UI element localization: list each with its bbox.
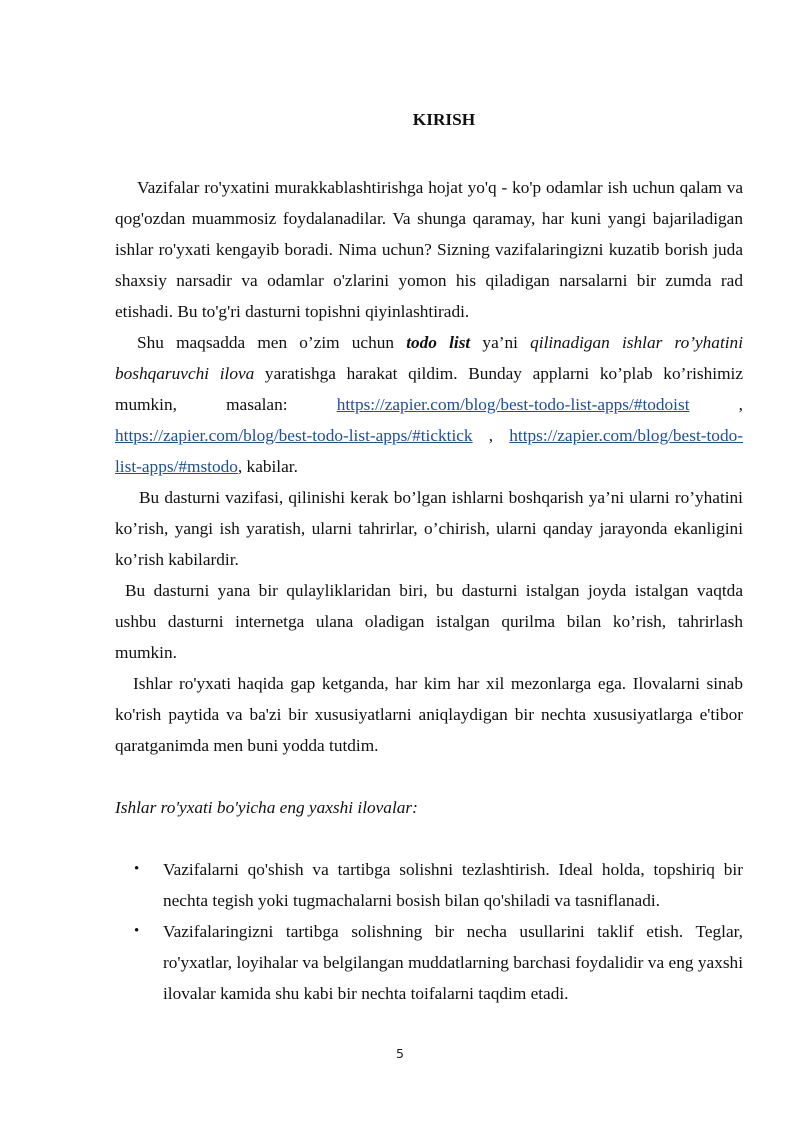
paragraph-convenience: Bu dasturni yana bir qulayliklaridan biri, bu dasturni istalgan joyda istalgan vaqtda ushbu dasturni internetga ulana oladigan istalgan qurilma bilan ko’rish, tahrirlash mumkin. xyxy=(115,581,743,662)
list-item-text: Vazifalaringizni tartibga solishning bir necha usullarini taklif etish. Teglar, ro'yxatlar, loyihalar va belgilangan muddatlarning barchasi foydalidir va eng yaxshi ilovalar kamida shu kabi bir nechta toifalarni taqdim etadi. xyxy=(163,922,743,1003)
paragraph-purpose: Bu dasturni vazifasi, qilinishi kerak bo’lgan ishlarni boshqarish ya’ni ularni ro’yhatini ko’rish, yangi ish yaratish, ularni tahrirlar, o’chirish, ularni qanday jarayonda ekanligini ko’rish kabilardir. xyxy=(115,488,743,569)
text-fragment: yaratishga harakat qildim. Bunday applarni ko’plab ko’rishimiz mumkin, masalan: xyxy=(115,364,743,414)
paragraph-intro: Vazifalar ro'yxatini murakkablashtirishga hojat yo'q - ko'p odamlar ish uchun qalam va qog'ozdan muammosiz foydalanadilar. Va shunga qaramay, har kuni yangi bajariladigan ishlar ro'yxati kengayib boradi. Nima uchun? Sizning vazifalaringizni kuzatib borish juda shaxsiy narsadir va odamlar o'zlarini yomon his qiladigan narsalarni bir zumda rad etishadi. Bu to'g'ri dasturni topishni qiyinlashtiradi. xyxy=(115,178,743,321)
separator: , xyxy=(472,426,510,445)
paragraph-criteria: Ishlar ro'yxati haqida gap ketganda, har kim har xil mezonlarga ega. Ilovalarni sinab ko'rish paytida va ba'zi bir xususiyatlarni aniqlaydigan bir nechta xususiyatlarga e'tibor qaratganimda men buni yodda tutdim. xyxy=(115,674,743,755)
subheading-best-apps: Ishlar ro'yxati bo'yicha eng yaxshi ilovalar: xyxy=(115,798,418,817)
mstodo-link[interactable]: https://zapier.com/blog/best-todo-list-apps/#mstodo xyxy=(115,426,743,476)
text-fragment: Shu maqsadda men o’zim uchun xyxy=(137,333,407,352)
bullet-icon: • xyxy=(134,861,140,877)
text-fragment: kabilar. xyxy=(242,457,298,476)
ticktick-link[interactable]: https://zapier.com/blog/best-todo-list-apps/#ticktick xyxy=(115,426,473,445)
separator: , xyxy=(689,395,743,414)
bullet-icon: • xyxy=(134,923,140,939)
features-list xyxy=(115,854,743,1009)
list-item xyxy=(115,854,743,916)
page-content xyxy=(115,104,743,1009)
list-item-text: Vazifalarni qo'shish va tartibga solishni tezlashtirish. Ideal holda, topshiriq bir nechta tegish yoki tugmachalarni bosish bilan qo'shiladi va tasniflanadi. xyxy=(163,860,743,910)
page-number: 5 xyxy=(396,1046,404,1061)
app-description-term: qilinadigan ishlar ro’yhatini boshqaruvchi ilova xyxy=(115,333,743,383)
list-item xyxy=(115,916,743,1009)
separator: , xyxy=(237,457,243,476)
text-fragment: ya’ni xyxy=(470,333,531,352)
todo-list-term: todo list xyxy=(406,333,471,352)
section-title: KIRISH xyxy=(412,110,476,129)
todoist-link[interactable]: https://zapier.com/blog/best-todo-list-apps/#todoist xyxy=(336,395,690,414)
paragraph-todo-list xyxy=(115,327,743,482)
